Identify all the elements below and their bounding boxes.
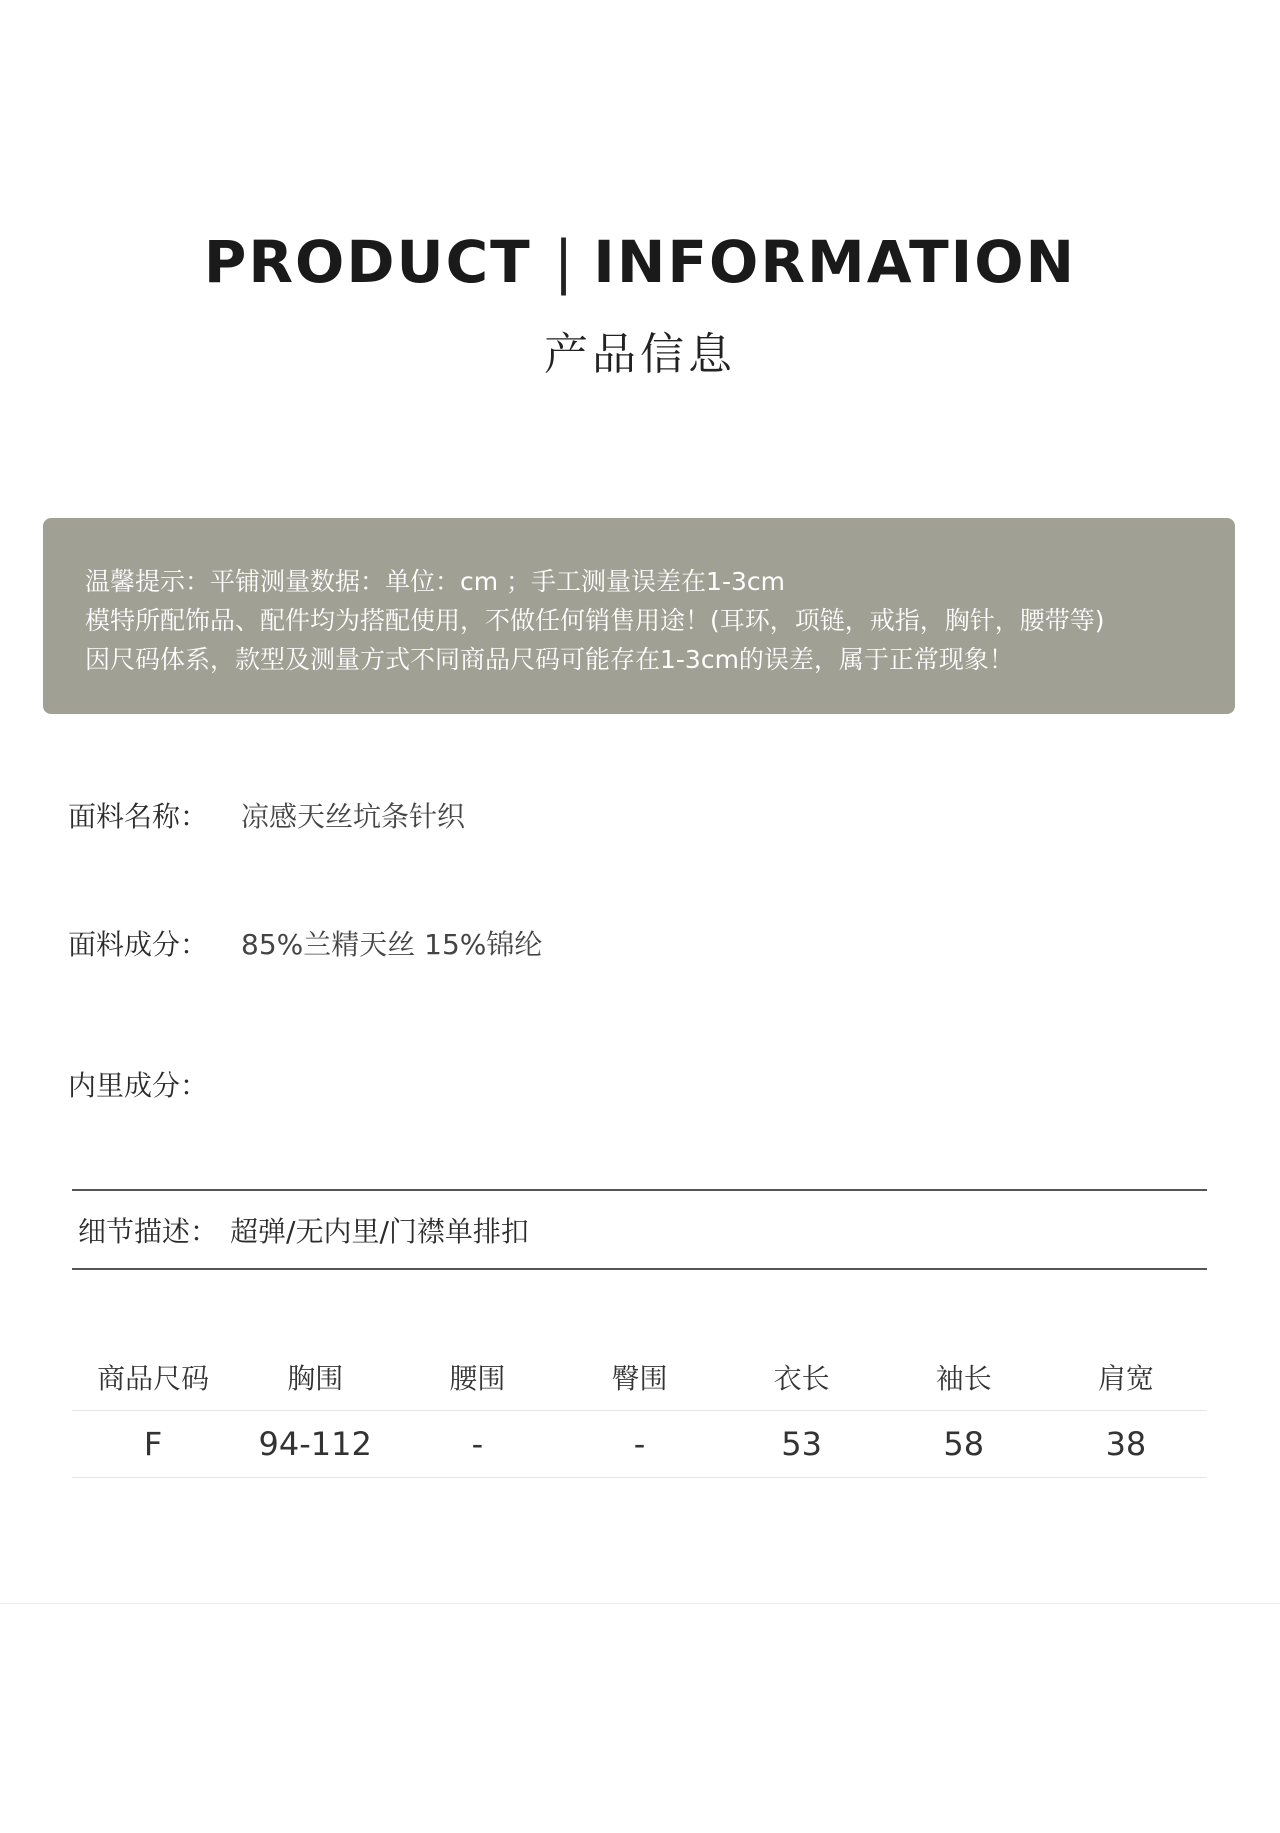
header-shoulder: 肩宽	[1097, 1362, 1154, 1395]
header-sleeve: 袖长	[935, 1362, 992, 1395]
header-hip: 臀围	[611, 1362, 668, 1395]
size-table	[72, 1344, 1207, 1478]
cell-sleeve: 58	[943, 1425, 985, 1463]
title-product: PRODUCT	[203, 228, 532, 296]
fabric-name-value: 凉感天丝坑条针织	[241, 800, 466, 833]
title-separator: |	[553, 228, 576, 296]
fabric-name-label: 面料名称：	[68, 800, 209, 833]
title-information: INFORMATION	[593, 228, 1077, 296]
detail-bottom-divider	[72, 1268, 1207, 1270]
size-table-header-row	[72, 1344, 1207, 1411]
notice-box	[43, 518, 1235, 714]
cell-shoulder: 38	[1105, 1425, 1147, 1463]
detail-top-divider	[72, 1189, 1207, 1191]
fabric-composition-value: 85%兰精天丝 15%锦纶	[241, 928, 543, 961]
table-row	[72, 1411, 1207, 1478]
cell-size: F	[143, 1425, 163, 1463]
fabric-name-row	[68, 795, 466, 835]
header-waist: 腰围	[449, 1362, 506, 1395]
lining-row	[68, 1064, 208, 1104]
cell-hip: -	[633, 1425, 646, 1463]
cell-length: 53	[781, 1425, 822, 1463]
header-chest: 胸围	[287, 1362, 344, 1395]
detail-label: 细节描述：	[78, 1215, 219, 1248]
page-title	[0, 228, 1280, 296]
notice-line-3: 因尺码体系，款型及测量方式不同商品尺码可能存在1-3cm的误差，属于正常现象！	[85, 645, 1014, 674]
notice-line-2: 模特所配饰品、配件均为搭配使用，不做任何销售用途！(耳环，项链，戒指，胸针，腰带等)	[85, 606, 1105, 635]
detail-value: 超弹/无内里/门襟单排扣	[230, 1215, 529, 1248]
lining-label: 内里成分：	[68, 1069, 209, 1102]
header-size: 商品尺码	[97, 1362, 210, 1395]
cell-waist: -	[471, 1425, 484, 1463]
detail-row	[78, 1210, 529, 1250]
header-length: 衣长	[773, 1362, 830, 1395]
notice-line-1: 温馨提示：平铺测量数据：单位：cm ；手工测量误差在1-3cm	[85, 567, 785, 596]
fabric-composition-row	[68, 923, 543, 963]
bottom-divider	[0, 1603, 1280, 1604]
fabric-composition-label: 面料成分：	[68, 928, 209, 961]
cell-chest: 94-112	[258, 1425, 372, 1463]
page-subtitle: 产品信息	[544, 329, 736, 380]
